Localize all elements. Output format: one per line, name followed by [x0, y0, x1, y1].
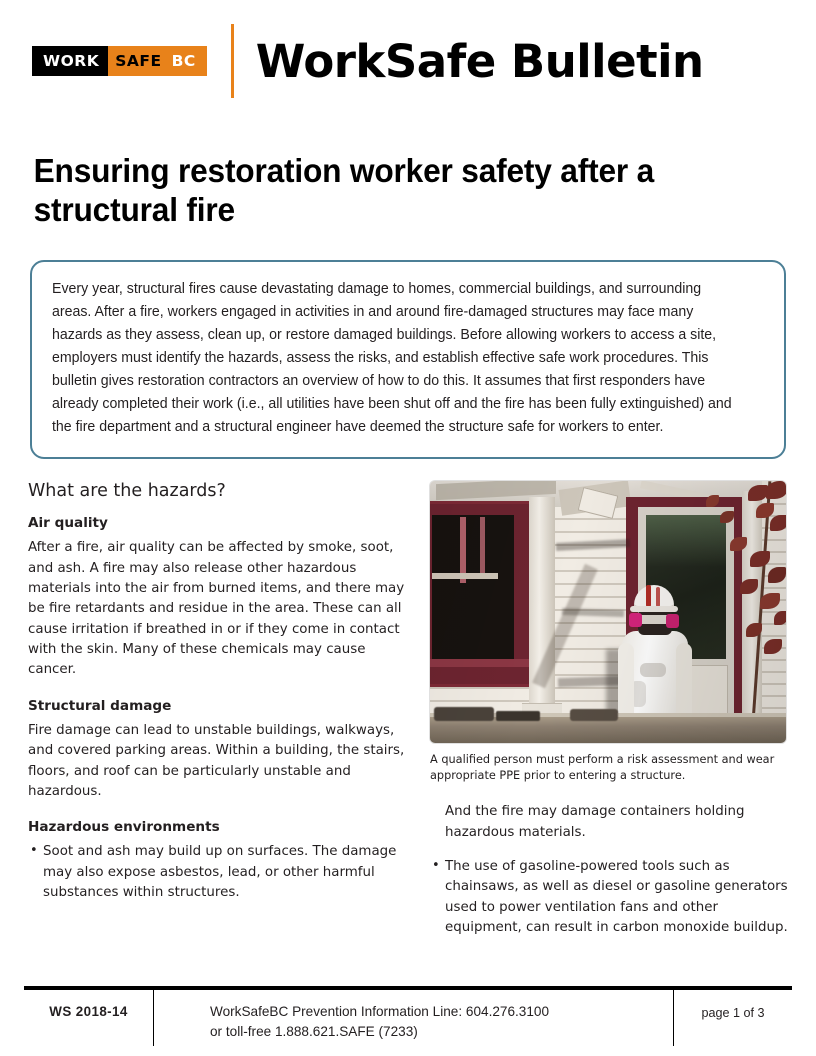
bullet-list-hazardous-environments — [28, 842, 406, 903]
body-columns — [24, 481, 792, 952]
intro-paragraph: Every year, structural fires cause devastating damage to homes, commercial buildings, and surrounding areas. After a fire, workers engaged in activities in and around fire-damaged structures may face many hazards as they assess, clean up, or restore damaged buildings. Before allowing workers to access a site, employers must identify the hazards, assess the risks, and establish effective safe work procedures. This bulletin gives restoration contractors an overview of how to do this. It assumes that first responders have already completed their work (i.e., all utilities have been shut off and the fire has been fully extinguished) and the fire department and a structural engineer have deemed the structure safe for workers to enter. — [52, 280, 732, 436]
footer-info-line-2: or toll-free 1.888.621.SAFE (7233) — [210, 1023, 418, 1039]
right-column — [430, 481, 792, 952]
logo-word-safe: SAFE — [108, 46, 168, 76]
photo-caption: A qualified person must perform a risk assessment and wear appropriate PPE prior to entering a structure. — [430, 753, 775, 783]
list-item-continuation: And the fire may damage containers holding hazardous materials. — [445, 804, 745, 840]
subheading-air-quality: Air quality — [28, 515, 108, 532]
list-item: • The use of gasoline-powered tools such as chainsaws, as well as diesel or gasoline generators used to power ventilation fans and other equipment, can result in carbon monoxide buildup. — [430, 857, 792, 939]
list-item: • Soot and ash may build up on surfaces. The damage may also expose asbestos, lead, or other harmful substances within structures. — [28, 842, 406, 903]
masthead — [24, 0, 792, 104]
logo-word-work: WORK — [32, 46, 108, 76]
bullet-list-hazardous-environments-continued — [430, 802, 792, 938]
left-column — [28, 481, 406, 952]
worksafebc-logo — [32, 46, 207, 76]
paragraph-structural-damage: Fire damage can lead to unstable buildings, walkways, and covered parking areas. Within a building, the stairs, floors, and roof can be particularly unstable and hazardous. — [28, 722, 405, 799]
paragraph-air-quality: After a fire, air quality can be affected by smoke, soot, and ash. A fire may also release other hazardous materials into the air from burned items, and there may be fire retardants and residue in the area. These can all cause irritation if breathed in or if they come in contact with the skin. Many of these chemicals may cause cancer. — [28, 540, 405, 678]
subheading-structural-damage: Structural damage — [28, 697, 172, 714]
subheading-hazardous-environments: Hazardous environments — [28, 819, 220, 836]
page-footer — [24, 990, 792, 1056]
masthead-divider — [231, 24, 234, 98]
footer-page-number: page 1 of 3 — [701, 1006, 765, 1020]
footer-info-line-1: WorkSafeBC Prevention Information Line: 604.276.3100 — [210, 1004, 550, 1019]
intro-callout-box — [30, 260, 786, 459]
section-heading-hazards: What are the hazards? — [28, 481, 226, 502]
footer-contact-info — [154, 990, 674, 1046]
photo-lighting-overlay — [430, 481, 786, 743]
footer-document-code: WS 2018-14 — [24, 990, 154, 1046]
photo-fire-damaged-house — [430, 481, 786, 743]
logo-word-bc: BC — [169, 46, 207, 76]
page-title: Ensuring restoration worker safety after a structural fire — [33, 152, 655, 228]
masthead-title: WorkSafe Bulletin — [255, 34, 704, 88]
